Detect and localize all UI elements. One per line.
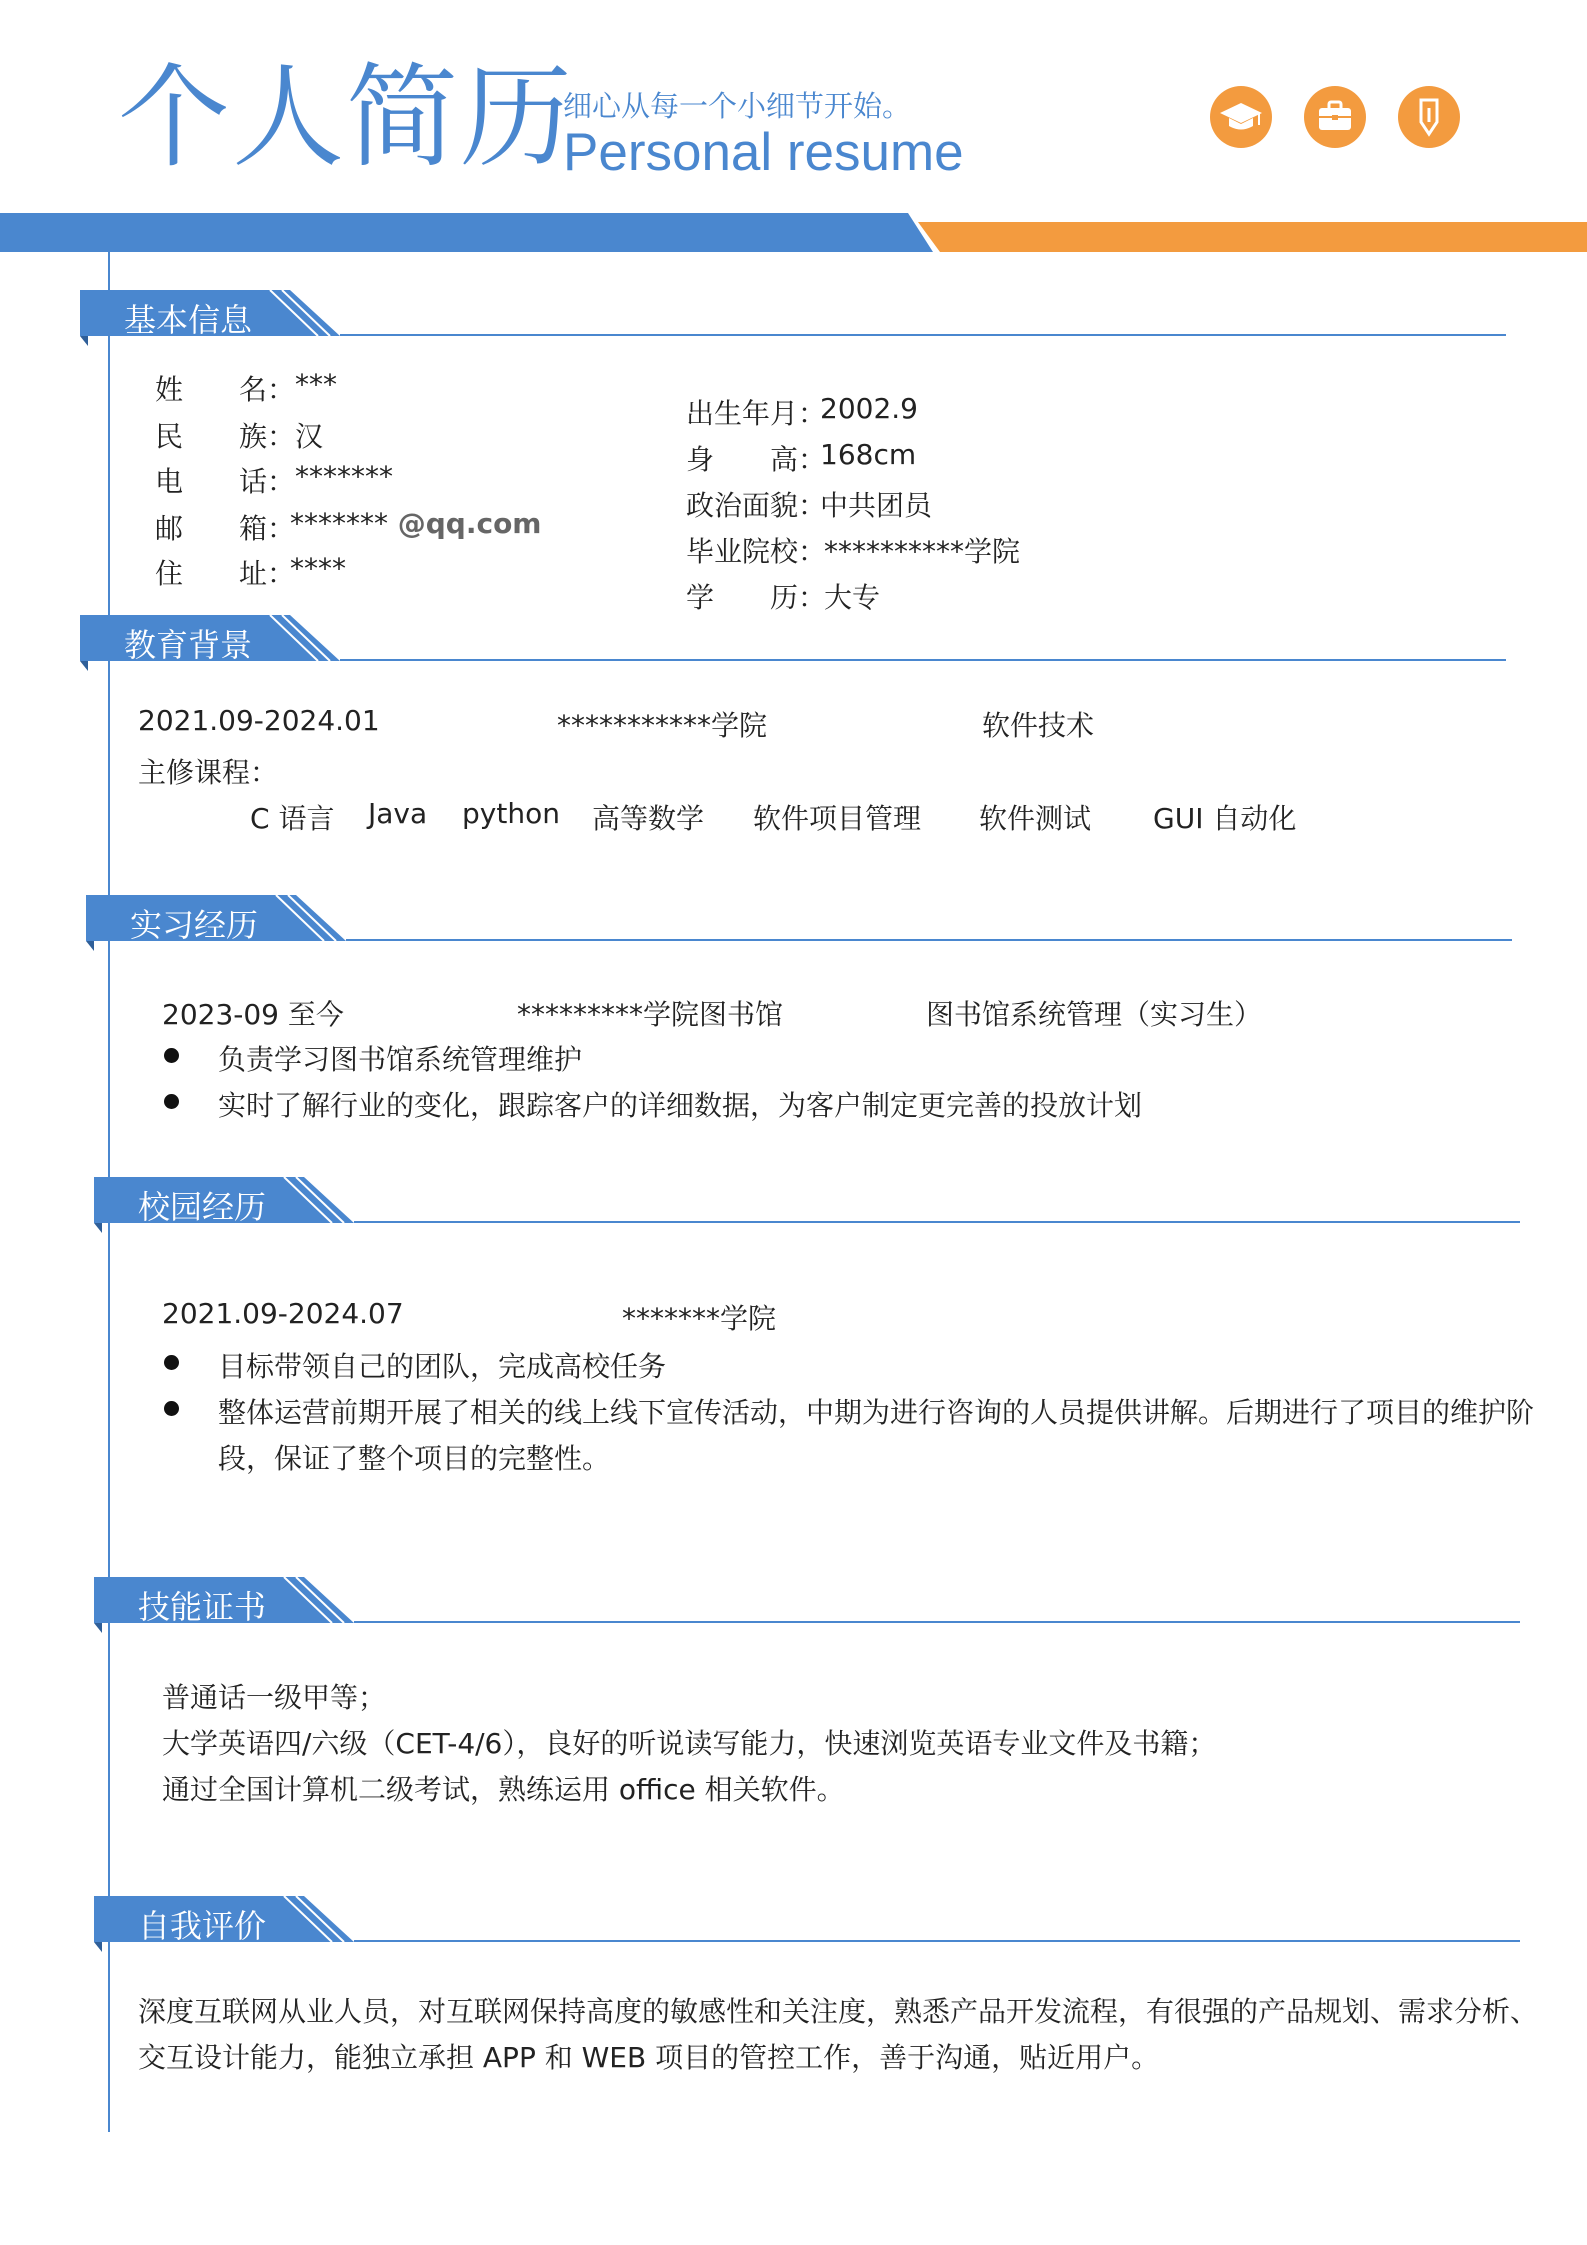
skill-line: 普通话一级甲等； <box>162 1681 387 1714</box>
birth-value: 2002.9 <box>820 392 918 425</box>
email-value <box>290 507 541 540</box>
section-title: 基本信息 <box>124 301 253 339</box>
list-item: 整体运营前期开展了相关的线上线下宣传活动，中期为进行咨询的人员提供讲解。后期进行了项目的维护阶 <box>218 1396 1535 1429</box>
section-title: 教育背景 <box>124 626 253 664</box>
degree-value: 大专 <box>824 581 881 614</box>
internship-period: 2023-09 至今 <box>162 998 344 1031</box>
course-item: 软件项目管理 <box>753 802 922 835</box>
list-item: 实时了解行业的变化，跟踪客户的详细数据，为客户制定更完善的投放计划 <box>218 1089 1143 1122</box>
page-title: 个人简历 <box>118 53 574 183</box>
ethnicity-value: 汉 <box>295 420 324 453</box>
degree-label: 学 历： <box>686 581 827 614</box>
section-campus-header <box>0 1177 1587 1247</box>
email-domain: @qq.com <box>388 507 542 540</box>
course-item: 高等数学 <box>592 802 705 835</box>
height-label: 身 高： <box>686 443 827 476</box>
skill-line: 通过全国计算机二级考试，熟练运用 office 相关软件。 <box>162 1773 845 1806</box>
address-label: 住 址： <box>155 557 296 590</box>
education-period: 2021.09-2024.01 <box>138 704 380 737</box>
ethnicity-label: 民 族： <box>155 420 296 453</box>
internship-org: *********学院图书馆 <box>517 998 784 1031</box>
subtitle-en: Personal resume <box>563 123 964 182</box>
campus-period: 2021.09-2024.07 <box>162 1297 404 1330</box>
header-band <box>0 0 1587 260</box>
subtitle-cn: 细心从每一个小细节开始。 <box>563 89 912 123</box>
phone-value: ******* <box>295 460 393 493</box>
name-value: *** <box>295 368 337 401</box>
campus-org: *******学院 <box>622 1302 777 1335</box>
education-major: 软件技术 <box>982 709 1095 742</box>
email-label: 邮 箱： <box>155 512 296 545</box>
section-title: 自我评价 <box>138 1907 267 1945</box>
bullet-icon <box>164 1048 179 1063</box>
name-label: 姓 名： <box>155 373 296 406</box>
bullet-icon <box>164 1355 179 1370</box>
email-user: ******* <box>290 507 388 540</box>
phone-label: 电 话： <box>155 465 296 498</box>
section-rule <box>346 939 1512 941</box>
section-rule <box>340 334 1506 336</box>
section-self-header <box>0 1896 1587 1966</box>
section-basic-header <box>0 290 1587 360</box>
political-label: 政治面貌： <box>686 489 827 522</box>
bullet-icon <box>164 1401 179 1416</box>
course-item: Java <box>368 797 428 830</box>
section-title: 技能证书 <box>138 1588 267 1626</box>
courses-label: 主修课程： <box>138 756 279 789</box>
school-label: 毕业院校： <box>686 535 827 568</box>
self-eval-line: 交互设计能力，能独立承担 APP 和 WEB 项目的管控工作，善于沟通，贴近用户。 <box>138 2041 1160 2074</box>
section-internship-header <box>0 895 1587 965</box>
course-item: 软件测试 <box>979 802 1092 835</box>
section-title: 实习经历 <box>130 906 259 944</box>
section-rule <box>354 1221 1520 1223</box>
political-value: 中共团员 <box>820 489 933 522</box>
birth-label: 出生年月： <box>686 397 827 430</box>
section-title: 校园经历 <box>138 1188 267 1226</box>
course-item: GUI 自动化 <box>1153 802 1297 835</box>
height-value: 168cm <box>820 438 917 471</box>
course-item: C 语言 <box>250 802 335 835</box>
internship-role: 图书馆系统管理（实习生） <box>926 998 1263 1031</box>
section-education-header <box>0 615 1587 685</box>
bullet-icon <box>164 1094 179 1109</box>
section-rule <box>340 659 1506 661</box>
address-value: **** <box>290 552 346 585</box>
skill-line: 大学英语四/六级（CET-4/6），良好的听说读写能力，快速浏览英语专业文件及书籍； <box>162 1727 1217 1760</box>
section-rule <box>354 1621 1520 1623</box>
education-school: ***********学院 <box>557 709 768 742</box>
section-rule <box>354 1940 1520 1942</box>
school-value: **********学院 <box>824 535 1021 568</box>
list-item: 目标带领自己的团队，完成高校任务 <box>218 1350 667 1383</box>
list-item: 负责学习图书馆系统管理维护 <box>218 1043 583 1076</box>
list-item-continued: 段，保证了整个项目的完整性。 <box>218 1442 611 1475</box>
section-skills-header <box>0 1577 1587 1647</box>
course-item: python <box>462 797 560 830</box>
self-eval-line: 深度互联网从业人员，对互联网保持高度的敏感性和关注度，熟悉产品开发流程，有很强的产品规划、需求分析、 <box>138 1995 1539 2028</box>
